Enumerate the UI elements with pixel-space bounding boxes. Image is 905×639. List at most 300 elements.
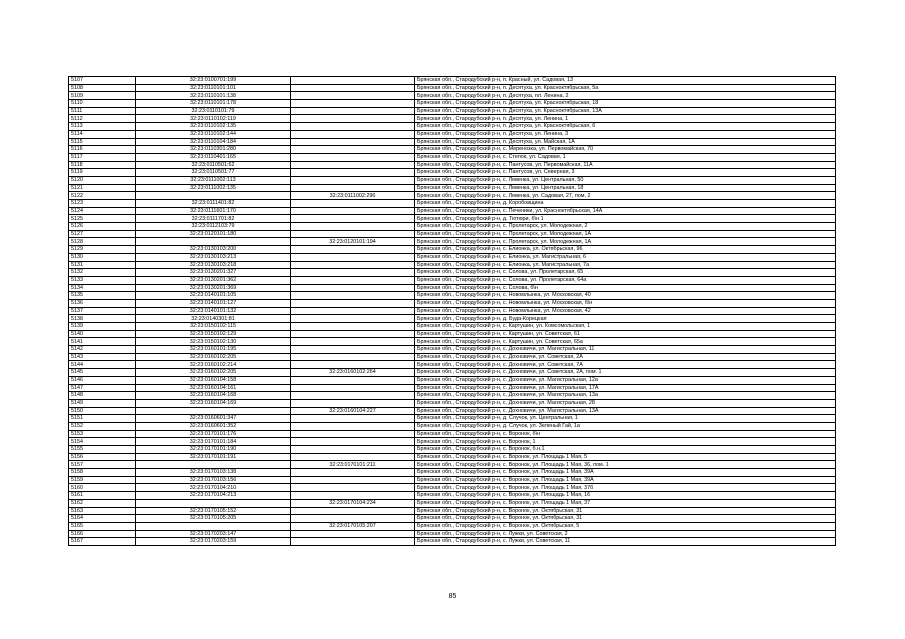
cadastral-number-cell: 32:23:0170104:213 (136, 492, 291, 500)
table-row (69, 77, 836, 85)
premises-cadastral-number-cell (291, 323, 415, 331)
cadastral-number-cell: 32:23:0170203:159 (136, 538, 291, 546)
premises-cadastral-number-cell (291, 415, 415, 423)
table-row (69, 100, 836, 108)
address-cell: Брянская обл., Стародубский р-н, с. Воронок, ул. Площадь 1 Мая, 39А (415, 476, 836, 484)
cadastral-number-cell: 32:23:0140101:127 (136, 299, 291, 307)
cadastral-number-cell: 32:23:0111401:82 (136, 200, 291, 208)
row-number-cell: 5164 (69, 515, 136, 523)
premises-cadastral-number-cell (291, 253, 415, 261)
premises-cadastral-number-cell (291, 438, 415, 446)
cadastral-number-cell: 32:23:0111002:135 (136, 184, 291, 192)
cadastral-number-cell: 32:23:0160101:195 (136, 346, 291, 354)
cadastral-number-cell: 32:23:0111701:82 (136, 215, 291, 223)
premises-cadastral-number-cell (291, 430, 415, 438)
row-number-cell: 5108 (69, 84, 136, 92)
cadastral-number-cell: 32:23:0170101:176 (136, 430, 291, 438)
row-number-cell: 5165 (69, 522, 136, 530)
cadastral-number-cell: 32:23:0160102:205 (136, 369, 291, 377)
row-number-cell: 5144 (69, 361, 136, 369)
address-cell: Брянская обл., Стародубский р-н, п. Десятуха, ул. Ленина, 1 (415, 115, 836, 123)
row-number-cell: 5132 (69, 269, 136, 277)
address-cell: Брянская обл., Стародубский р-н, с. Дохновичи, ул. Магистральная, 11 (415, 346, 836, 354)
table-row (69, 407, 836, 415)
premises-cadastral-number-cell (291, 223, 415, 231)
premises-cadastral-number-cell (291, 100, 415, 108)
address-cell: Брянская обл., Стародубский р-н, с. Елионка, ул. Магистральная, 6 (415, 253, 836, 261)
row-number-cell: 5157 (69, 461, 136, 469)
table-row (69, 530, 836, 538)
table-row (69, 376, 836, 384)
table-row (69, 84, 836, 92)
row-number-cell: 5119 (69, 169, 136, 177)
row-number-cell: 5154 (69, 438, 136, 446)
cadastral-number-cell: 32:23:0160601:352 (136, 422, 291, 430)
cadastral-number-cell: 32:23:0110101:101 (136, 84, 291, 92)
table-row (69, 353, 836, 361)
premises-cadastral-number-cell (291, 215, 415, 223)
premises-cadastral-number-cell (291, 515, 415, 523)
premises-cadastral-number-cell (291, 184, 415, 192)
row-number-cell: 5133 (69, 276, 136, 284)
property-register-table (68, 76, 836, 546)
table-row (69, 515, 836, 523)
table-row (69, 323, 836, 331)
row-number-cell: 5129 (69, 246, 136, 254)
table-row (69, 161, 836, 169)
premises-cadastral-number-cell (291, 261, 415, 269)
address-cell: Брянская обл., Стародубский р-н, с. Пролетарск, ул. Молодежная, 1А (415, 238, 836, 246)
address-cell: Брянская обл., Стародубский р-н, с. Левенка, ул. Центральная, 50 (415, 176, 836, 184)
premises-cadastral-number-cell (291, 84, 415, 92)
row-number-cell: 5116 (69, 146, 136, 154)
premises-cadastral-number-cell (291, 107, 415, 115)
table-row (69, 92, 836, 100)
row-number-cell: 5109 (69, 92, 136, 100)
address-cell: Брянская обл., Стародубский р-н, с. Воронок, ул. Октябрьская, 31 (415, 515, 836, 523)
cadastral-number-cell: 32:23:0110102:144 (136, 130, 291, 138)
row-number-cell: 5115 (69, 138, 136, 146)
table-row (69, 446, 836, 454)
premises-cadastral-number-cell (291, 492, 415, 500)
table-row (69, 492, 836, 500)
premises-cadastral-number-cell (291, 146, 415, 154)
table-row (69, 223, 836, 231)
row-number-cell: 5146 (69, 376, 136, 384)
address-cell: Брянская обл., Стародубский р-н, с. Степок, ул. Садовая, 1 (415, 153, 836, 161)
row-number-cell: 5149 (69, 399, 136, 407)
cadastral-number-cell: 32:23:0110301:280 (136, 146, 291, 154)
row-number-cell: 5160 (69, 484, 136, 492)
address-cell: Брянская обл., Стародубский р-н, п. Десятуха, ул. Красноктябрьская, 6 (415, 123, 836, 131)
cadastral-number-cell: 32:23:0140101:105 (136, 292, 291, 300)
premises-cadastral-number-cell (291, 353, 415, 361)
page-number: 85 (448, 593, 457, 600)
premises-cadastral-number-cell (291, 207, 415, 215)
table-row (69, 476, 836, 484)
table-row (69, 292, 836, 300)
row-number-cell: 5110 (69, 100, 136, 108)
row-number-cell: 5135 (69, 292, 136, 300)
row-number-cell: 5121 (69, 184, 136, 192)
table-row (69, 438, 836, 446)
table-row (69, 215, 836, 223)
table-row (69, 415, 836, 423)
premises-cadastral-number-cell (291, 453, 415, 461)
address-cell: Брянская обл., Стародубский р-н, с. Воронок, ул. Площадь 1 Мая, 5 (415, 453, 836, 461)
table-row (69, 176, 836, 184)
table-row (69, 115, 836, 123)
premises-cadastral-number-cell (291, 484, 415, 492)
row-number-cell: 5126 (69, 223, 136, 231)
address-cell: Брянская обл., Стародубский р-н, д. Случок, ул. Зеленый Гай, 1а (415, 422, 836, 430)
address-cell: Брянская обл., Стародубский р-н, с. Пролетарск, ул. Молодежная, 2 (415, 223, 836, 231)
address-cell: Брянская обл., Стародубский р-н, с. Лужки, ул. Советская, 2 (415, 530, 836, 538)
row-number-cell: 5162 (69, 499, 136, 507)
cadastral-number-cell: 32:23:0130103:200 (136, 246, 291, 254)
address-cell: Брянская обл., Стародубский р-н, с. Меренозка, ул. Первомайская, 70 (415, 146, 836, 154)
address-cell: Брянская обл., Стародубский р-н, с. Дохновичи, ул. Магистральная, 13А (415, 407, 836, 415)
premises-cadastral-number-cell (291, 276, 415, 284)
address-cell: Брянская обл., Стародубский р-н, д. Случок, ул. Центральная, 1 (415, 415, 836, 423)
address-cell: Брянская обл., Стародубский р-н, с. Картушин, ул. Комсомольская, 1 (415, 323, 836, 331)
cadastral-number-cell: 32:23:0170103:138 (136, 469, 291, 477)
premises-cadastral-number-cell (291, 161, 415, 169)
premises-cadastral-number-cell: 32:23:0160104:227 (291, 407, 415, 415)
address-cell: Брянская обл., Стародубский р-н, п. Десятуха, ул. Красноктябрьская, 13А (415, 107, 836, 115)
row-number-cell: 5166 (69, 530, 136, 538)
cadastral-number-cell: 32:23:0110102:119 (136, 115, 291, 123)
premises-cadastral-number-cell: 32:23:0111002:296 (291, 192, 415, 200)
address-cell: Брянская обл., Стародубский р-н, с. Дохновичи, ул. Магистральная, 28 (415, 399, 836, 407)
table-row (69, 399, 836, 407)
row-number-cell: 5113 (69, 123, 136, 131)
row-number-cell: 5131 (69, 261, 136, 269)
row-number-cell: 5147 (69, 384, 136, 392)
premises-cadastral-number-cell (291, 346, 415, 354)
premises-cadastral-number-cell (291, 422, 415, 430)
cadastral-number-cell: 32:23:0110501:62 (136, 161, 291, 169)
table-row (69, 107, 836, 115)
cadastral-number-cell (136, 522, 291, 530)
premises-cadastral-number-cell: 32:23:0120101:194 (291, 238, 415, 246)
row-number-cell: 5128 (69, 238, 136, 246)
table-row (69, 507, 836, 515)
table-row (69, 130, 836, 138)
address-cell: Брянская обл., Стародубский р-н, п. Десятуха, ул. Майская, 1А (415, 138, 836, 146)
cadastral-number-cell: 32:23:0160104:168 (136, 392, 291, 400)
cadastral-number-cell: 32:23:0130201:327 (136, 269, 291, 277)
premises-cadastral-number-cell (291, 176, 415, 184)
address-cell: Брянская обл., Стародубский р-н, д. Коробовщина (415, 200, 836, 208)
table-row (69, 269, 836, 277)
table-row (69, 346, 836, 354)
address-cell: Брянская обл., Стародубский р-н, п. Десятуха, пл. Ленина, 2 (415, 92, 836, 100)
row-number-cell: 5158 (69, 469, 136, 477)
table-row (69, 484, 836, 492)
row-number-cell: 5120 (69, 176, 136, 184)
premises-cadastral-number-cell (291, 92, 415, 100)
cadastral-number-cell: 32:23:0170101:190 (136, 446, 291, 454)
address-cell: Брянская обл., Стародубский р-н, с. Дохновичи, ул. Советская, 2А (415, 353, 836, 361)
table-row (69, 123, 836, 131)
address-cell: Брянская обл., Стародубский р-н, с. Воронок, ул. Октябрьская, 31 (415, 507, 836, 515)
address-cell: Брянская обл., Стародубский р-н, п. Десятуха, ул. Красноктябрьская, 5а (415, 84, 836, 92)
cadastral-number-cell (136, 407, 291, 415)
address-cell: Брянская обл., Стародубский р-н, с. Новомлынка, ул. Московская, б\н (415, 299, 836, 307)
row-number-cell: 5153 (69, 430, 136, 438)
address-cell: Брянская обл., Стародубский р-н, с. Воронок, ул. Площадь 1 Мая, 37б (415, 484, 836, 492)
table-row (69, 284, 836, 292)
address-cell: Брянская обл., Стародубский р-н, с. Пантусов, ул. Первомайская, 11А (415, 161, 836, 169)
premises-cadastral-number-cell (291, 138, 415, 146)
row-number-cell: 5122 (69, 192, 136, 200)
premises-cadastral-number-cell (291, 507, 415, 515)
cadastral-number-cell (136, 461, 291, 469)
table-row (69, 384, 836, 392)
premises-cadastral-number-cell (291, 384, 415, 392)
premises-cadastral-number-cell (291, 169, 415, 177)
table-row (69, 522, 836, 530)
premises-cadastral-number-cell: 32:23:0160102:264 (291, 369, 415, 377)
cadastral-number-cell: 32:23:0160104:158 (136, 376, 291, 384)
row-number-cell: 5142 (69, 346, 136, 354)
premises-cadastral-number-cell (291, 361, 415, 369)
premises-cadastral-number-cell (291, 476, 415, 484)
cadastral-number-cell (136, 499, 291, 507)
premises-cadastral-number-cell (291, 446, 415, 454)
address-cell: Брянская обл., Стародубский р-н, с. Воронок, 1 (415, 438, 836, 446)
cadastral-number-cell: 32:23:0110102:135 (136, 123, 291, 131)
row-number-cell: 5107 (69, 77, 136, 85)
row-number-cell: 5152 (69, 422, 136, 430)
cadastral-number-cell (136, 238, 291, 246)
premises-cadastral-number-cell (291, 77, 415, 85)
address-cell: Брянская обл., Стародубский р-н, с. Солова, ул. Пролетарская, 65 (415, 269, 836, 277)
address-cell: Брянская обл., Стародубский р-н, с. Воронок, ул. Площадь 1 Мая, 39А (415, 469, 836, 477)
table-row (69, 430, 836, 438)
row-number-cell: 5138 (69, 315, 136, 323)
cadastral-number-cell: 32:23:0110104:184 (136, 138, 291, 146)
table-row (69, 200, 836, 208)
cadastral-number-cell: 32:23:0140101:132 (136, 307, 291, 315)
table-row (69, 499, 836, 507)
address-cell: Брянская обл., Стародубский р-н, с. Пролетарск, ул. Молодежная, 1А (415, 230, 836, 238)
row-number-cell: 5156 (69, 453, 136, 461)
premises-cadastral-number-cell (291, 230, 415, 238)
cadastral-number-cell: 32:23:0110401:165 (136, 153, 291, 161)
cadastral-number-cell: 32:23:0150102:115 (136, 323, 291, 331)
address-cell: Брянская обл., Стародубский р-н, с. Дохновичи, ул. Советская, 2А, пом. 1 (415, 369, 836, 377)
row-number-cell: 5155 (69, 446, 136, 454)
cadastral-number-cell: 32:23:0160102:214 (136, 361, 291, 369)
address-cell: Брянская обл., Стародубский р-н, с. Воронок, б\н (415, 430, 836, 438)
address-cell: Брянская обл., Стародубский р-н, с. Солова, б\н (415, 284, 836, 292)
cadastral-number-cell: 32:23:0100701:199 (136, 77, 291, 85)
row-number-cell: 5161 (69, 492, 136, 500)
address-cell: Брянская обл., Стародубский р-н, с. Лужки, ул. Советская, 11 (415, 538, 836, 546)
table-row (69, 330, 836, 338)
address-cell: Брянская обл., Стародубский р-н, с. Воронок, ул. Площадь 1 Мая, 36, пом. 1 (415, 461, 836, 469)
table-row (69, 538, 836, 546)
address-cell: Брянская обл., Стародубский р-н, д. Буда-Корецкая (415, 315, 836, 323)
premises-cadastral-number-cell: 32:23:0170101:211 (291, 461, 415, 469)
premises-cadastral-number-cell (291, 115, 415, 123)
table-row (69, 461, 836, 469)
row-number-cell: 5140 (69, 330, 136, 338)
premises-cadastral-number-cell (291, 246, 415, 254)
table-row (69, 338, 836, 346)
cadastral-number-cell: 32:23:0170105:205 (136, 515, 291, 523)
premises-cadastral-number-cell (291, 284, 415, 292)
premises-cadastral-number-cell (291, 530, 415, 538)
row-number-cell: 5163 (69, 507, 136, 515)
cadastral-number-cell: 32:23:0130103:213 (136, 253, 291, 261)
premises-cadastral-number-cell (291, 330, 415, 338)
table-row (69, 453, 836, 461)
cadastral-number-cell: 32:23:0160601:347 (136, 415, 291, 423)
table-row (69, 361, 836, 369)
cadastral-number-cell: 32:23:0130103:218 (136, 261, 291, 269)
premises-cadastral-number-cell (291, 338, 415, 346)
table-row (69, 153, 836, 161)
cadastral-number-cell (136, 192, 291, 200)
address-cell: Брянская обл., Стародубский р-н, с. Воронок, ул. Октябрьская, 5 (415, 522, 836, 530)
row-number-cell: 5114 (69, 130, 136, 138)
cadastral-number-cell: 32:23:0112103:79 (136, 223, 291, 231)
address-cell: Брянская обл., Стародубский р-н, с. Солова, ул. Пролетарская, 64а (415, 276, 836, 284)
cadastral-number-cell: 32:23:0120101:180 (136, 230, 291, 238)
cadastral-number-cell: 32:23:0150102:130 (136, 338, 291, 346)
premises-cadastral-number-cell (291, 469, 415, 477)
cadastral-number-cell: 32:23:0150102:129 (136, 330, 291, 338)
premises-cadastral-number-cell: 32:23:0170104:234 (291, 499, 415, 507)
row-number-cell: 5125 (69, 215, 136, 223)
table-row (69, 369, 836, 377)
row-number-cell: 5159 (69, 476, 136, 484)
register-table-body (69, 77, 836, 546)
cadastral-number-cell: 32:23:0110101:79 (136, 107, 291, 115)
premises-cadastral-number-cell (291, 392, 415, 400)
row-number-cell: 5123 (69, 200, 136, 208)
address-cell: Брянская обл., Стародубский р-н, с. Елионка, ул. Октябрьская, 96 (415, 246, 836, 254)
row-number-cell: 5112 (69, 115, 136, 123)
table-row (69, 392, 836, 400)
address-cell: Брянская обл., Стародубский р-н, с. Печеники, ул. Красноктябрьская, 14А (415, 207, 836, 215)
table-row (69, 230, 836, 238)
premises-cadastral-number-cell (291, 123, 415, 131)
row-number-cell: 5124 (69, 207, 136, 215)
table-row (69, 246, 836, 254)
cadastral-number-cell: 32:23:0170105:152 (136, 507, 291, 515)
premises-cadastral-number-cell (291, 130, 415, 138)
row-number-cell: 5118 (69, 161, 136, 169)
table-row (69, 146, 836, 154)
address-cell: Брянская обл., Стародубский р-н, с. Елионка, ул. Магистральная, 7а (415, 261, 836, 269)
cadastral-number-cell: 32:23:0130201:362 (136, 276, 291, 284)
cadastral-number-cell: 32:23:0170103:156 (136, 476, 291, 484)
cadastral-number-cell: 32:23:0110101:138 (136, 92, 291, 100)
address-cell: Брянская обл., Стародубский р-н, д. Тютюри, б\н 1 (415, 215, 836, 223)
table-row (69, 138, 836, 146)
row-number-cell: 5141 (69, 338, 136, 346)
row-number-cell: 5148 (69, 392, 136, 400)
table-row (69, 207, 836, 215)
premises-cadastral-number-cell: 32:23:0170105:207 (291, 522, 415, 530)
table-row (69, 184, 836, 192)
address-cell: Брянская обл., Стародубский р-н, п. Десятуха, ул. Ленина, 3 (415, 130, 836, 138)
address-cell: Брянская обл., Стародубский р-н, с. Левенка, ул. Садовая, 27, пом. 2 (415, 192, 836, 200)
cadastral-number-cell: 32:23:0111601:170 (136, 207, 291, 215)
premises-cadastral-number-cell (291, 153, 415, 161)
address-cell: Брянская обл., Стародубский р-н, с. Новомлынка, ул. Московская, 42 (415, 307, 836, 315)
table-row (69, 299, 836, 307)
cadastral-number-cell: 32:23:0160104:161 (136, 384, 291, 392)
row-number-cell: 5136 (69, 299, 136, 307)
address-cell: Брянская обл., Стародубский р-н, с. Дохновичи, ул. Советская, 7А (415, 361, 836, 369)
row-number-cell: 5145 (69, 369, 136, 377)
premises-cadastral-number-cell (291, 299, 415, 307)
cadastral-number-cell: 32:23:0111002:113 (136, 176, 291, 184)
row-number-cell: 5167 (69, 538, 136, 546)
row-number-cell: 5134 (69, 284, 136, 292)
address-cell: Брянская обл., Стародубский р-н, п. Красный, ул. Садовая, 13 (415, 77, 836, 85)
table-row (69, 276, 836, 284)
table-row (69, 469, 836, 477)
row-number-cell: 5139 (69, 323, 136, 331)
address-cell: Брянская обл., Стародубский р-н, п. Десятуха, ул. Красноктябрьская, 18 (415, 100, 836, 108)
address-cell: Брянская обл., Стародубский р-н, с. Картушин, ул. Советская, 61 (415, 330, 836, 338)
premises-cadastral-number-cell (291, 399, 415, 407)
table-row (69, 169, 836, 177)
row-number-cell: 5111 (69, 107, 136, 115)
premises-cadastral-number-cell (291, 269, 415, 277)
table-row (69, 307, 836, 315)
address-cell: Брянская обл., Стародубский р-н, с. Пантусов, ул. Северная, 3 (415, 169, 836, 177)
table-row (69, 192, 836, 200)
address-cell: Брянская обл., Стародубский р-н, с. Левенка, ул. Центральная, 18 (415, 184, 836, 192)
cadastral-number-cell: 32:23:0160104:169 (136, 399, 291, 407)
table-row (69, 315, 836, 323)
premises-cadastral-number-cell (291, 376, 415, 384)
address-cell: Брянская обл., Стародубский р-н, с. Воронок, б.н.1 (415, 446, 836, 454)
cadastral-number-cell: 32:23:0140301:81 (136, 315, 291, 323)
row-number-cell: 5150 (69, 407, 136, 415)
table-row (69, 238, 836, 246)
row-number-cell: 5117 (69, 153, 136, 161)
address-cell: Брянская обл., Стародубский р-н, с. Дохновичи, ул. Магистральная, 17А (415, 384, 836, 392)
premises-cadastral-number-cell (291, 292, 415, 300)
address-cell: Брянская обл., Стародубский р-н, с. Дохновичи, ул. Магистральная, 13а (415, 392, 836, 400)
cadastral-number-cell: 32:23:0170203:147 (136, 530, 291, 538)
address-cell: Брянская обл., Стародубский р-н, с. Воронок, ул. Площадь 1 Мая, 16 (415, 492, 836, 500)
address-cell: Брянская обл., Стародубский р-н, с. Воронок, ул. Площадь 1 Мая, 37 (415, 499, 836, 507)
row-number-cell: 5151 (69, 415, 136, 423)
table-row (69, 253, 836, 261)
cadastral-number-cell: 32:23:0170104:210 (136, 484, 291, 492)
cadastral-number-cell: 32:23:0130201:369 (136, 284, 291, 292)
cadastral-number-cell: 32:23:0170101:191 (136, 453, 291, 461)
premises-cadastral-number-cell (291, 315, 415, 323)
premises-cadastral-number-cell (291, 307, 415, 315)
premises-cadastral-number-cell (291, 538, 415, 546)
cadastral-number-cell: 32:23:0110501:77 (136, 169, 291, 177)
address-cell: Брянская обл., Стародубский р-н, с. Картушин, ул. Советская, 65а (415, 338, 836, 346)
table-row (69, 422, 836, 430)
address-cell: Брянская обл., Стародубский р-н, с. Дохновичи, ул. Магистральная, 12а (415, 376, 836, 384)
register-sheet (68, 76, 835, 546)
address-cell: Брянская обл., Стародубский р-н, с. Новомлынка, ул. Московская, 40 (415, 292, 836, 300)
